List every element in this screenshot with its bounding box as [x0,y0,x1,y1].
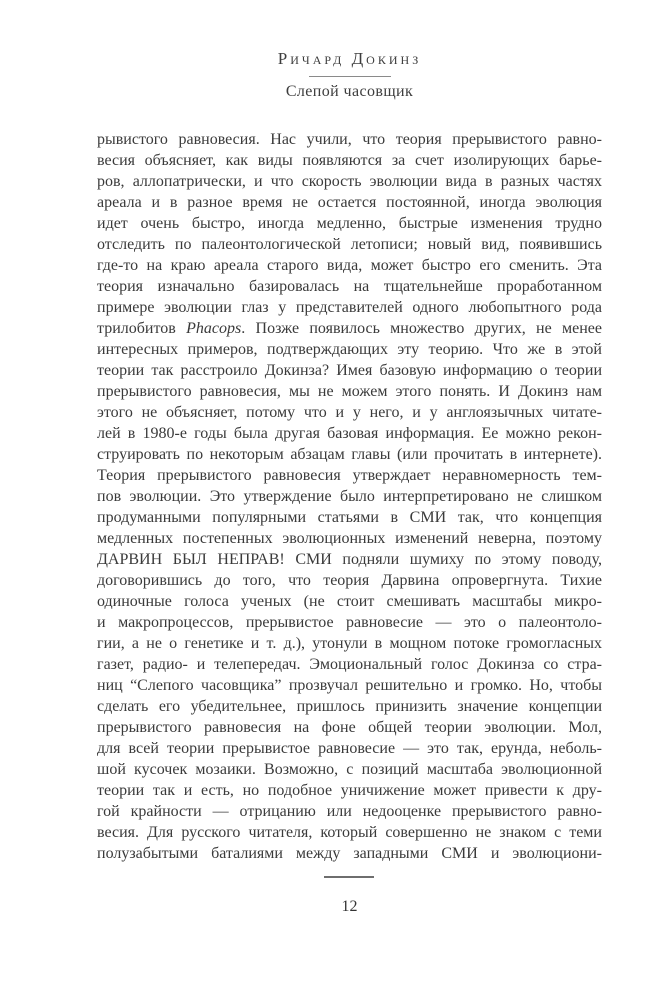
text-line [97,780,602,801]
text-line [97,381,602,402]
text-line [97,717,602,738]
text-line [97,444,602,465]
text-segment: ров, аллопатрически, и что скорость эволюции вида в разных частях [97,173,602,190]
text-segment: медленных постепенных эволюционных изменений неверна, поэтому [97,530,602,547]
text-segment: ДАРВИН БЫЛ НЕПРАВ! СМИ подняли шумиху по этому поводу, [97,551,602,568]
text-line [97,801,602,822]
text-segment: гии, а не о генетике и т. д.), утонули в мощном потоке громогласных [97,635,602,652]
italic-text: Phacops [186,320,242,337]
text-line [97,528,602,549]
text-line [97,843,602,864]
text-segment: лей в 1980-е годы была другая базовая информация. Ее можно рекон- [97,425,602,442]
text-segment: пов эволюции. Это утверждение было интерпретировано не слишком [97,488,602,505]
text-segment: отследить по палеонтологической летописи; новый вид, появившись [97,236,602,253]
text-segment: струировать по некоторым абзацам главы (или прочитать в интернете). [97,446,602,463]
text-line [97,507,602,528]
text-line [97,255,602,276]
text-line [97,612,602,633]
text-line [97,360,602,381]
text-segment: газет, радио- и телепередач. Эмоциональный голос Докинза со стра- [97,656,602,673]
text-segment: договорившись до того, что теория Дарвина опровергнута. Тихие [97,572,602,589]
text-segment: ареала и в разное время не остается постоянной, иногда эволюция [97,194,602,211]
footer-divider [324,876,374,878]
text-line [97,276,602,297]
text-line [97,339,602,360]
page-number: 12 [341,898,358,915]
text-segment: этого не объясняет, потому что и у него, и у англоязычных читате- [97,404,602,421]
text-segment: теории так расстроило Докинза? Имея базовую информацию о теории [97,362,602,379]
text-line [97,129,602,150]
running-head [97,50,602,101]
text-line [97,675,602,696]
text-line [97,297,602,318]
text-line [97,465,602,486]
text-segment: рывистого равновесия. Нас учили, что теория прерывистого равно- [97,131,602,148]
text-line [97,402,602,423]
text-segment: продуманными популярными статьями в СМИ так, что концепция [97,509,602,526]
text-segment: одиночные голоса ученых (не стоит смешивать масштабы микро- [97,593,602,610]
author-name: Ричард Докинз [277,49,422,68]
text-line [97,822,602,843]
text-line [97,423,602,444]
text-segment: шой кусочек мозаики. Возможно, с позиций масштаба эволюционной [97,761,602,778]
book-title: Слепой часовщик [285,83,414,100]
text-line [97,171,602,192]
text-line [97,318,602,339]
text-line [97,738,602,759]
text-line [97,570,602,591]
text-line [97,591,602,612]
header-divider [309,76,391,77]
text-line [97,192,602,213]
text-segment: теории так и есть, но подобное уничижение может привести к дру- [97,782,602,799]
text-segment: весия. Для русского читателя, который совершенно не знаком с теми [97,824,602,841]
text-segment: примере эволюции глаз у представителей одного любопытного рода [97,299,602,316]
text-line [97,486,602,507]
text-segment: идет очень быстро, иногда медленно, быстрые изменения трудно [97,215,602,232]
text-line [97,759,602,780]
text-segment: для всей теории прерывистое равновесие — это так, ерунда, неболь- [97,740,602,757]
text-segment: ниц “Слепого часовщика” прозвучал решительно и громко. Но, чтобы [97,677,602,694]
text-line [97,234,602,255]
text-segment: прерывистого равновесия, мы не можем этого понять. И Докинз нам [97,383,602,400]
text-line [97,696,602,717]
text-segment: гой крайности — отрицанию или недооценке прерывистого равно- [97,803,602,820]
text-segment: . Позже появилось множество других, не менее [241,320,602,337]
text-segment: полузабытыми баталиями между западными СМИ и эволюциони- [97,845,602,862]
text-line [97,633,602,654]
text-segment: интересных примеров, подтверждающих эту теорию. Что же в этой [97,341,602,358]
text-line [97,150,602,171]
text-line [97,549,602,570]
text-segment: сделать его убедительнее, пришлось принизить значение концепции [97,698,602,715]
text-segment: теория изначально базировалась на тщательнейше проработанном [97,278,602,295]
text-segment: Теория прерывистого равновесия утверждает неравномерность тем- [97,467,602,484]
text-segment: прерывистого равновесия на фоне общей теории эволюции. Мол, [97,719,602,736]
body-text [97,129,602,864]
text-segment: где-то на краю ареала старого вида, может быстро его сменить. Эта [97,257,602,274]
text-line [97,654,602,675]
text-segment: весия объясняет, как виды появляются за счет изолирующих барье- [97,152,602,169]
text-segment: трилобитов [97,320,187,337]
text-segment: и макропроцессов, прерывистое равновесие — это о палеонтоло- [97,614,602,631]
text-line [97,213,602,234]
